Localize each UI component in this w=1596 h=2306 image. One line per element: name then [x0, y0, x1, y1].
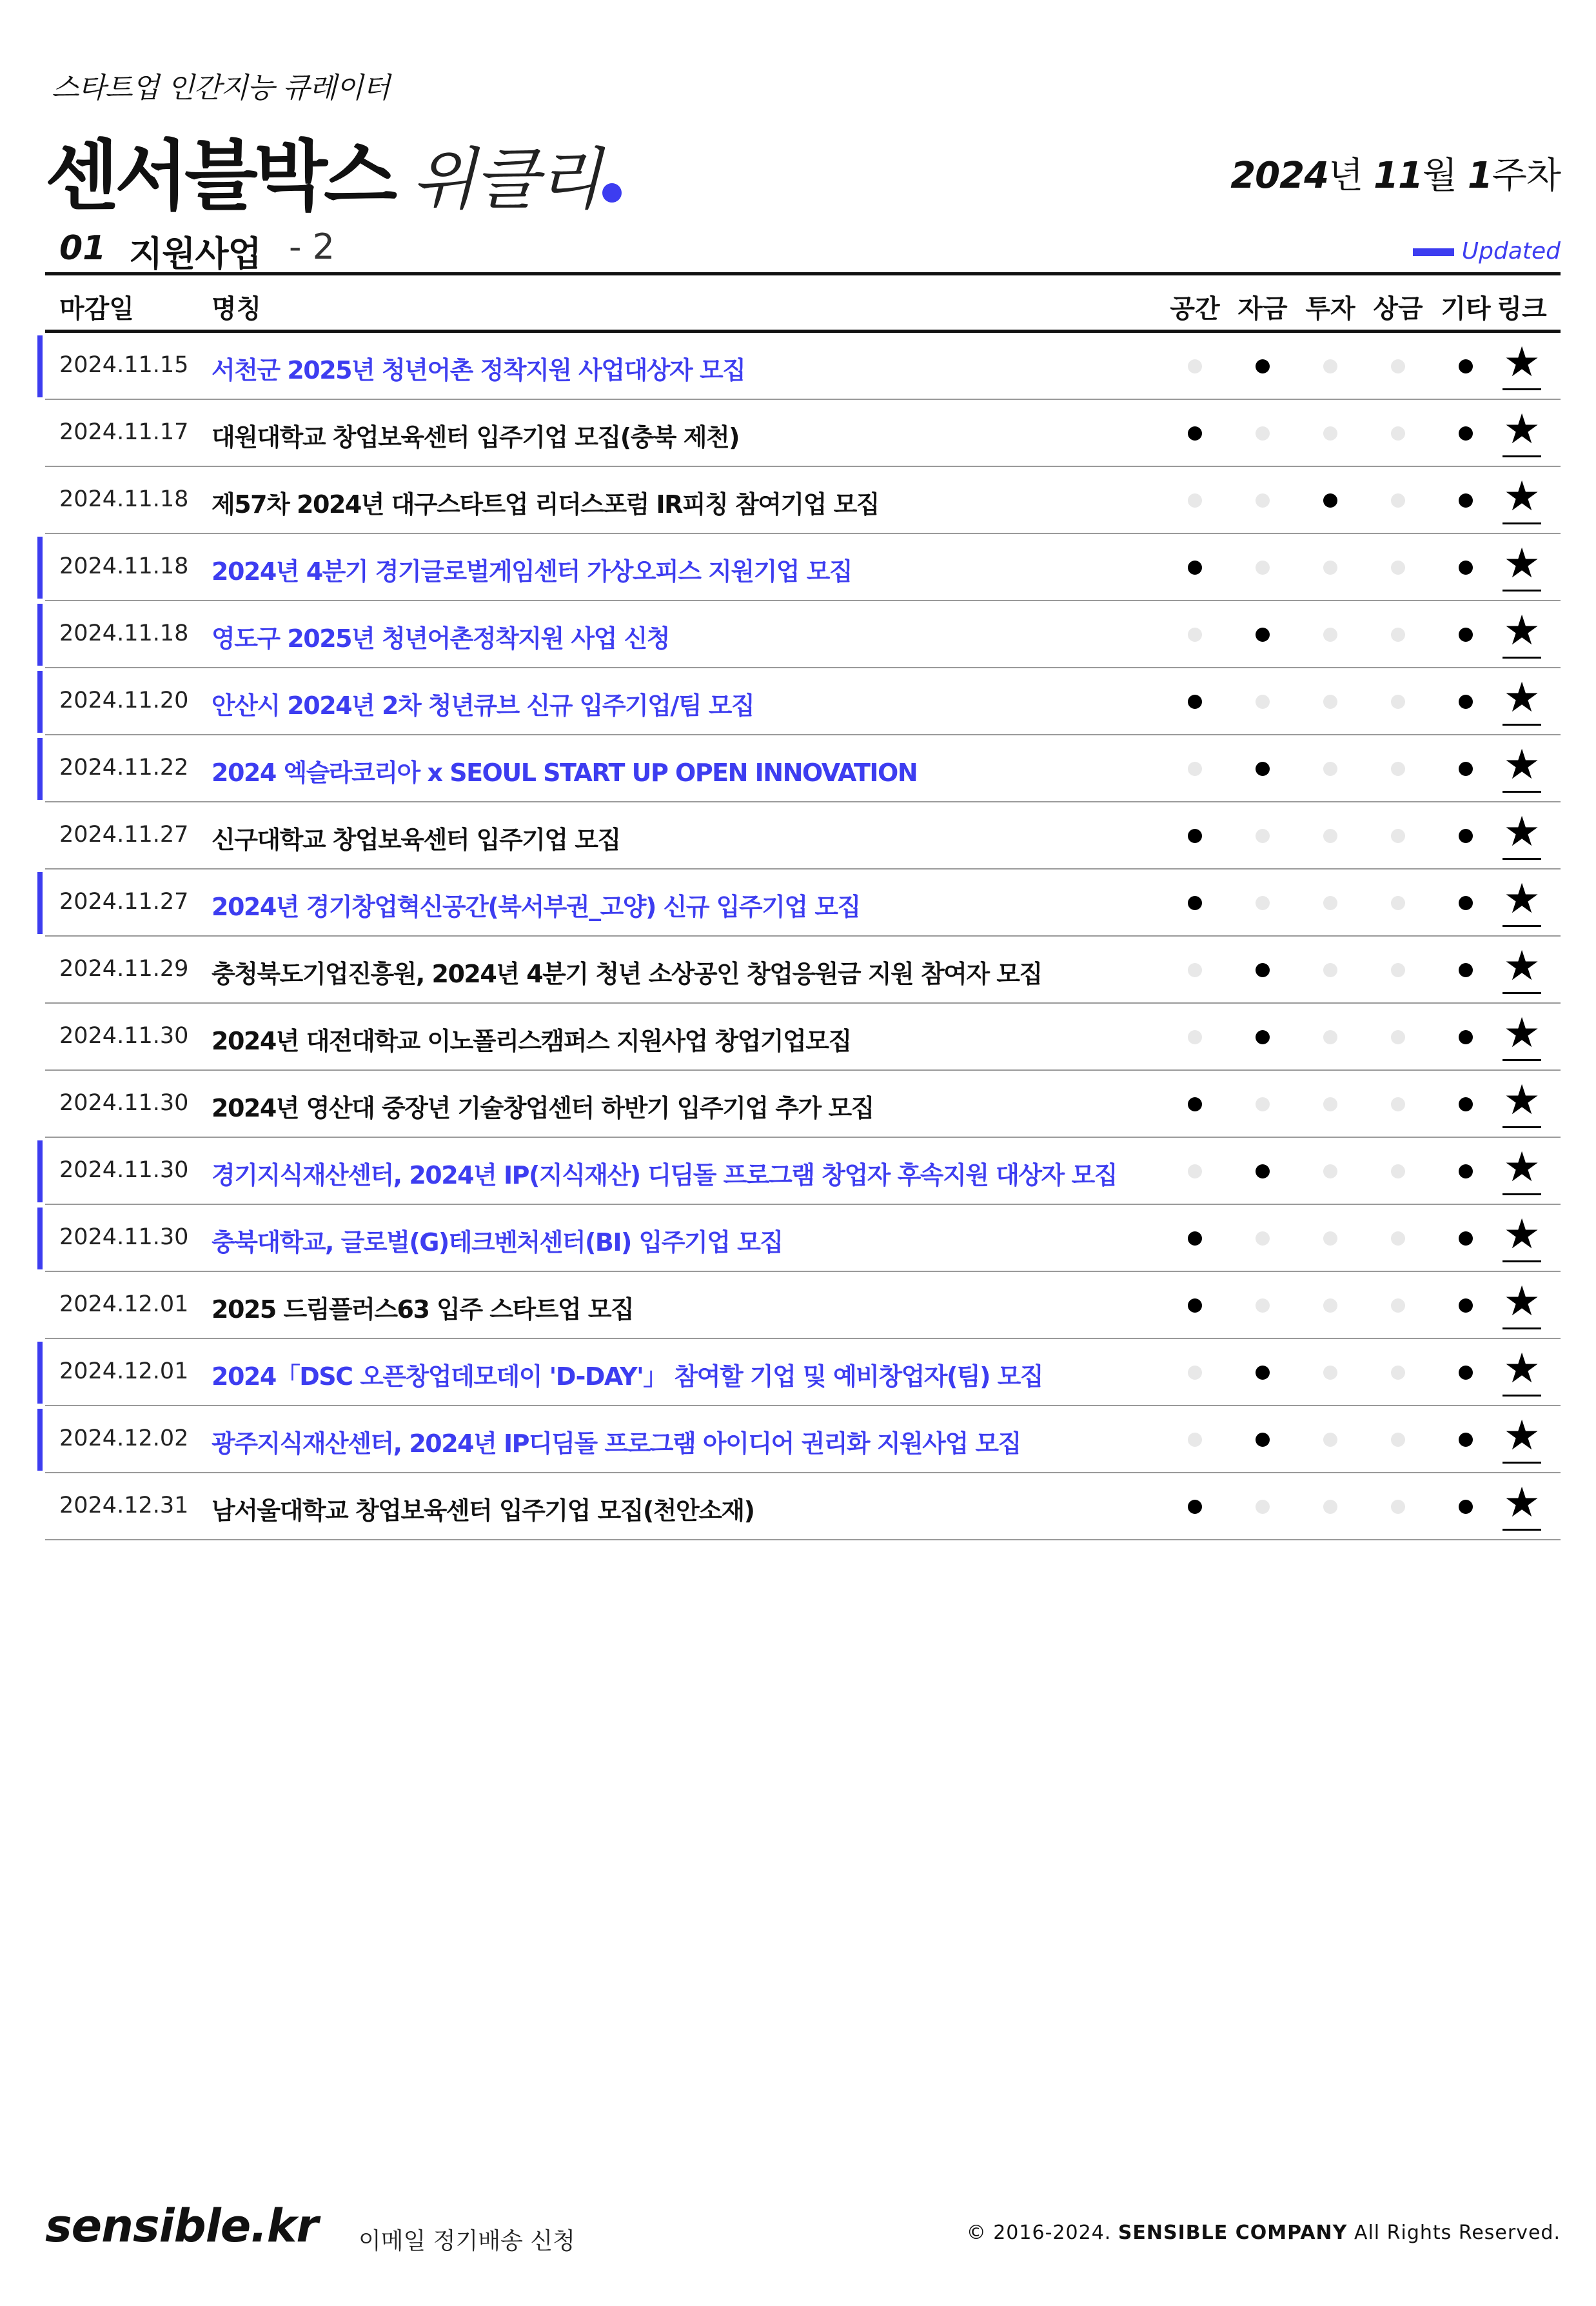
footer: [45, 2200, 1561, 2258]
prize-dot-icon: [1391, 1500, 1405, 1514]
table-row: [45, 735, 1561, 802]
table-row: [45, 937, 1561, 1004]
star-icon[interactable]: ★: [1502, 538, 1541, 591]
prize-dot-icon: [1391, 1433, 1405, 1447]
table-row: [45, 1071, 1561, 1138]
fund-dot-icon: [1256, 1164, 1270, 1178]
deadline-date: 2024.11.27: [59, 822, 189, 848]
program-name: 충청북도기업진흥원, 2024년 4분기 청년 소상공인 창업응원금 지원 참여자 모집: [212, 960, 1042, 988]
star-icon[interactable]: ★: [1502, 1075, 1541, 1128]
star-icon[interactable]: ★: [1502, 1209, 1541, 1262]
space-dot-icon: [1188, 695, 1202, 709]
prize-dot-icon: [1391, 762, 1405, 776]
star-icon[interactable]: ★: [1502, 337, 1541, 390]
program-name: 영도구 2025년 청년어촌정착지원 사업 신청: [212, 624, 670, 653]
prize-dot-icon: [1391, 695, 1405, 709]
invest-dot-icon: [1323, 1298, 1337, 1313]
header-subtitle: 스타트업 인간지능 큐레이터: [52, 72, 390, 104]
deadline-date: 2024.11.18: [59, 486, 189, 512]
table-header: [45, 272, 1561, 333]
brand-dot-icon: [602, 183, 622, 203]
star-icon[interactable]: ★: [1502, 1008, 1541, 1061]
prize-dot-icon: [1391, 829, 1405, 843]
deadline-date: 2024.11.30: [59, 1090, 189, 1116]
program-name: 2024년 경기창업혁신공간(북서부권_고양) 신규 입주기업 모집: [212, 893, 860, 921]
prize-dot-icon: [1391, 1030, 1405, 1044]
column-header-invest: 투자: [1305, 294, 1355, 324]
other-dot-icon: [1459, 695, 1473, 709]
space-dot-icon: [1188, 762, 1202, 776]
table-row: [45, 601, 1561, 668]
space-dot-icon: [1188, 1366, 1202, 1380]
fund-dot-icon: [1256, 1231, 1270, 1246]
issue-month-unit: 월: [1422, 155, 1468, 197]
invest-dot-icon: [1323, 1231, 1337, 1246]
table-row: [45, 1339, 1561, 1406]
invest-dot-icon: [1323, 1433, 1337, 1447]
issue-year: 2024: [1230, 155, 1329, 197]
other-dot-icon: [1459, 426, 1473, 441]
column-header-space: 공간: [1170, 294, 1220, 324]
space-dot-icon: [1188, 896, 1202, 910]
table-row: [45, 400, 1561, 467]
column-header-date: 마감일: [59, 294, 134, 324]
prize-dot-icon: [1391, 1298, 1405, 1313]
column-header-other: 기타: [1441, 294, 1491, 324]
prize-dot-icon: [1391, 628, 1405, 642]
prize-dot-icon: [1391, 1366, 1405, 1380]
invest-dot-icon: [1323, 493, 1337, 508]
fund-dot-icon: [1256, 1500, 1270, 1514]
table-row: [45, 1272, 1561, 1339]
star-icon[interactable]: ★: [1502, 605, 1541, 659]
other-dot-icon: [1459, 1030, 1473, 1044]
deadline-date: 2024.11.30: [59, 1157, 189, 1183]
copyright: [967, 2222, 1561, 2244]
table-row: [45, 1473, 1561, 1540]
fund-dot-icon: [1256, 695, 1270, 709]
fund-dot-icon: [1256, 493, 1270, 508]
star-icon[interactable]: ★: [1502, 806, 1541, 860]
space-dot-icon: [1188, 1433, 1202, 1447]
other-dot-icon: [1459, 963, 1473, 977]
other-dot-icon: [1459, 1298, 1473, 1313]
star-icon[interactable]: ★: [1502, 1410, 1541, 1464]
fund-dot-icon: [1256, 1030, 1270, 1044]
updated-bar-icon: [1413, 248, 1454, 256]
star-icon[interactable]: ★: [1502, 1276, 1541, 1329]
other-dot-icon: [1459, 1366, 1473, 1380]
fund-dot-icon: [1256, 829, 1270, 843]
program-name: 대원대학교 창업보육센터 입주기업 모집(충북 제천): [212, 423, 740, 452]
invest-dot-icon: [1323, 695, 1337, 709]
deadline-date: 2024.11.18: [59, 553, 189, 579]
issue-month: 11: [1373, 155, 1423, 197]
other-dot-icon: [1459, 829, 1473, 843]
table-row: [45, 668, 1561, 735]
section-number: 01: [59, 229, 106, 268]
support-program-table: [45, 272, 1561, 1540]
invest-dot-icon: [1323, 1500, 1337, 1514]
table-body: [45, 333, 1561, 1540]
table-row: [45, 802, 1561, 870]
other-dot-icon: [1459, 359, 1473, 373]
deadline-date: 2024.12.01: [59, 1291, 189, 1317]
space-dot-icon: [1188, 493, 1202, 508]
deadline-date: 2024.11.29: [59, 956, 189, 982]
brand-name: 센서블박스: [45, 132, 393, 221]
invest-dot-icon: [1323, 1366, 1337, 1380]
updated-label: Updated: [1461, 238, 1561, 264]
other-dot-icon: [1459, 1231, 1473, 1246]
fund-dot-icon: [1256, 1366, 1270, 1380]
deadline-date: 2024.12.31: [59, 1493, 189, 1518]
fund-dot-icon: [1256, 1433, 1270, 1447]
deadline-date: 2024.12.01: [59, 1358, 189, 1384]
star-icon[interactable]: ★: [1502, 739, 1541, 793]
invest-dot-icon: [1323, 829, 1337, 843]
space-dot-icon: [1188, 1164, 1202, 1178]
space-dot-icon: [1188, 628, 1202, 642]
deadline-date: 2024.11.27: [59, 889, 189, 915]
fund-dot-icon: [1256, 762, 1270, 776]
brand-weekly: 위클리: [411, 140, 600, 219]
copyright-prefix: © 2016-2024.: [966, 2222, 1112, 2244]
invest-dot-icon: [1323, 963, 1337, 977]
prize-dot-icon: [1391, 561, 1405, 575]
table-row: [45, 870, 1561, 937]
issue-week-unit: 주차: [1492, 155, 1561, 197]
program-name: 2024년 대전대학교 이노폴리스캠퍼스 지원사업 창업기업모집: [212, 1027, 851, 1055]
program-name: 2024「DSC 오픈창업데모데이 'D-DAY'」 참여할 기업 및 예비창업자(팀) 모집: [212, 1362, 1043, 1391]
invest-dot-icon: [1323, 561, 1337, 575]
program-name: 2024년 4분기 경기글로벌게임센터 가상오피스 지원기업 모집: [212, 557, 852, 586]
table-row: [45, 534, 1561, 601]
invest-dot-icon: [1323, 1030, 1337, 1044]
space-dot-icon: [1188, 426, 1202, 441]
program-name: 2024년 영산대 중장년 기술창업센터 하반기 입주기업 추가 모집: [212, 1094, 874, 1122]
star-icon[interactable]: ★: [1502, 1343, 1541, 1397]
other-dot-icon: [1459, 561, 1473, 575]
updated-legend: [1413, 238, 1561, 264]
header: [45, 65, 1561, 221]
invest-dot-icon: [1323, 896, 1337, 910]
other-dot-icon: [1459, 1433, 1473, 1447]
column-header-name: 명칭: [212, 294, 262, 324]
fund-dot-icon: [1256, 426, 1270, 441]
deadline-date: 2024.11.20: [59, 688, 189, 713]
program-name: 경기지식재산센터, 2024년 IP(지식재산) 디딤돌 프로그램 창업자 후속지원 대상자 모집: [212, 1161, 1117, 1189]
star-icon[interactable]: ★: [1502, 1142, 1541, 1195]
invest-dot-icon: [1323, 426, 1337, 441]
brand-title: [45, 115, 622, 224]
fund-dot-icon: [1256, 628, 1270, 642]
space-dot-icon: [1188, 1231, 1202, 1246]
section-header: [45, 216, 1561, 274]
fund-dot-icon: [1256, 359, 1270, 373]
invest-dot-icon: [1323, 1097, 1337, 1111]
fund-dot-icon: [1256, 561, 1270, 575]
column-header-prize: 상금: [1373, 294, 1423, 324]
program-name: 남서울대학교 창업보육센터 입주기업 모집(천안소재): [212, 1496, 754, 1525]
star-icon[interactable]: ★: [1502, 672, 1541, 726]
prize-dot-icon: [1391, 896, 1405, 910]
space-dot-icon: [1188, 1097, 1202, 1111]
space-dot-icon: [1188, 1030, 1202, 1044]
other-dot-icon: [1459, 1500, 1473, 1514]
space-dot-icon: [1188, 963, 1202, 977]
star-icon[interactable]: ★: [1502, 404, 1541, 457]
program-name: 신구대학교 창업보육센터 입주기업 모집: [212, 826, 620, 854]
deadline-date: 2024.11.18: [59, 621, 189, 646]
star-icon[interactable]: ★: [1502, 471, 1541, 524]
rights-text: All Rights Reserved.: [1354, 2222, 1561, 2244]
fund-dot-icon: [1256, 963, 1270, 977]
invest-dot-icon: [1323, 628, 1337, 642]
fund-dot-icon: [1256, 1298, 1270, 1313]
company-name: SENSIBLE COMPANY: [1118, 2222, 1348, 2244]
issue-week-number: 1: [1467, 155, 1492, 197]
deadline-date: 2024.11.22: [59, 755, 189, 780]
prize-dot-icon: [1391, 963, 1405, 977]
deadline-date: 2024.11.30: [59, 1023, 189, 1049]
subscribe-link[interactable]: 이메일 정기배송 신청: [359, 2228, 575, 2254]
prize-dot-icon: [1391, 359, 1405, 373]
star-icon[interactable]: ★: [1502, 940, 1541, 994]
other-dot-icon: [1459, 628, 1473, 642]
deadline-date: 2024.12.02: [59, 1426, 189, 1451]
other-dot-icon: [1459, 896, 1473, 910]
space-dot-icon: [1188, 359, 1202, 373]
prize-dot-icon: [1391, 493, 1405, 508]
star-icon[interactable]: ★: [1502, 873, 1541, 927]
other-dot-icon: [1459, 762, 1473, 776]
invest-dot-icon: [1323, 762, 1337, 776]
invest-dot-icon: [1323, 359, 1337, 373]
section-suffix: - 2: [289, 226, 335, 267]
other-dot-icon: [1459, 493, 1473, 508]
issue-week: [1230, 147, 1561, 199]
other-dot-icon: [1459, 1164, 1473, 1178]
program-name: 광주지식재산센터, 2024년 IP디딤돌 프로그램 아이디어 권리화 지원사업 모집: [212, 1429, 1021, 1458]
space-dot-icon: [1188, 1500, 1202, 1514]
program-name: 2024 엑슬라코리아 x SEOUL START UP OPEN INNOVATION: [212, 759, 918, 787]
star-icon[interactable]: ★: [1502, 1477, 1541, 1531]
table-row: [45, 1406, 1561, 1473]
table-row: [45, 467, 1561, 534]
other-dot-icon: [1459, 1097, 1473, 1111]
table-row: [45, 1004, 1561, 1071]
table-row: [45, 1205, 1561, 1272]
section-title: 지원사업: [129, 234, 261, 274]
space-dot-icon: [1188, 1298, 1202, 1313]
column-header-fund: 자금: [1237, 294, 1288, 324]
program-name: 2025 드림플러스63 입주 스타트업 모집: [212, 1295, 634, 1324]
deadline-date: 2024.11.17: [59, 419, 189, 445]
issue-year-unit: 년: [1328, 155, 1374, 197]
program-name: 제57차 2024년 대구스타트업 리더스포럼 IR피칭 참여기업 모집: [212, 490, 879, 519]
prize-dot-icon: [1391, 1164, 1405, 1178]
space-dot-icon: [1188, 561, 1202, 575]
prize-dot-icon: [1391, 1231, 1405, 1246]
table-row: [45, 333, 1561, 400]
program-name: 서천군 2025년 청년어촌 정착지원 사업대상자 모집: [212, 356, 745, 384]
space-dot-icon: [1188, 829, 1202, 843]
fund-dot-icon: [1256, 1097, 1270, 1111]
program-name: 충북대학교, 글로벌(G)테크벤처센터(BI) 입주기업 모집: [212, 1228, 783, 1257]
program-name: 안산시 2024년 2차 청년큐브 신규 입주기업/팀 모집: [212, 691, 754, 720]
deadline-date: 2024.11.15: [59, 352, 189, 378]
table-row: [45, 1138, 1561, 1205]
invest-dot-icon: [1323, 1164, 1337, 1178]
footer-logo[interactable]: sensible.kr: [45, 2200, 318, 2252]
deadline-date: 2024.11.30: [59, 1224, 189, 1250]
prize-dot-icon: [1391, 1097, 1405, 1111]
fund-dot-icon: [1256, 896, 1270, 910]
column-header-link: 링크: [1497, 294, 1547, 324]
prize-dot-icon: [1391, 426, 1405, 441]
